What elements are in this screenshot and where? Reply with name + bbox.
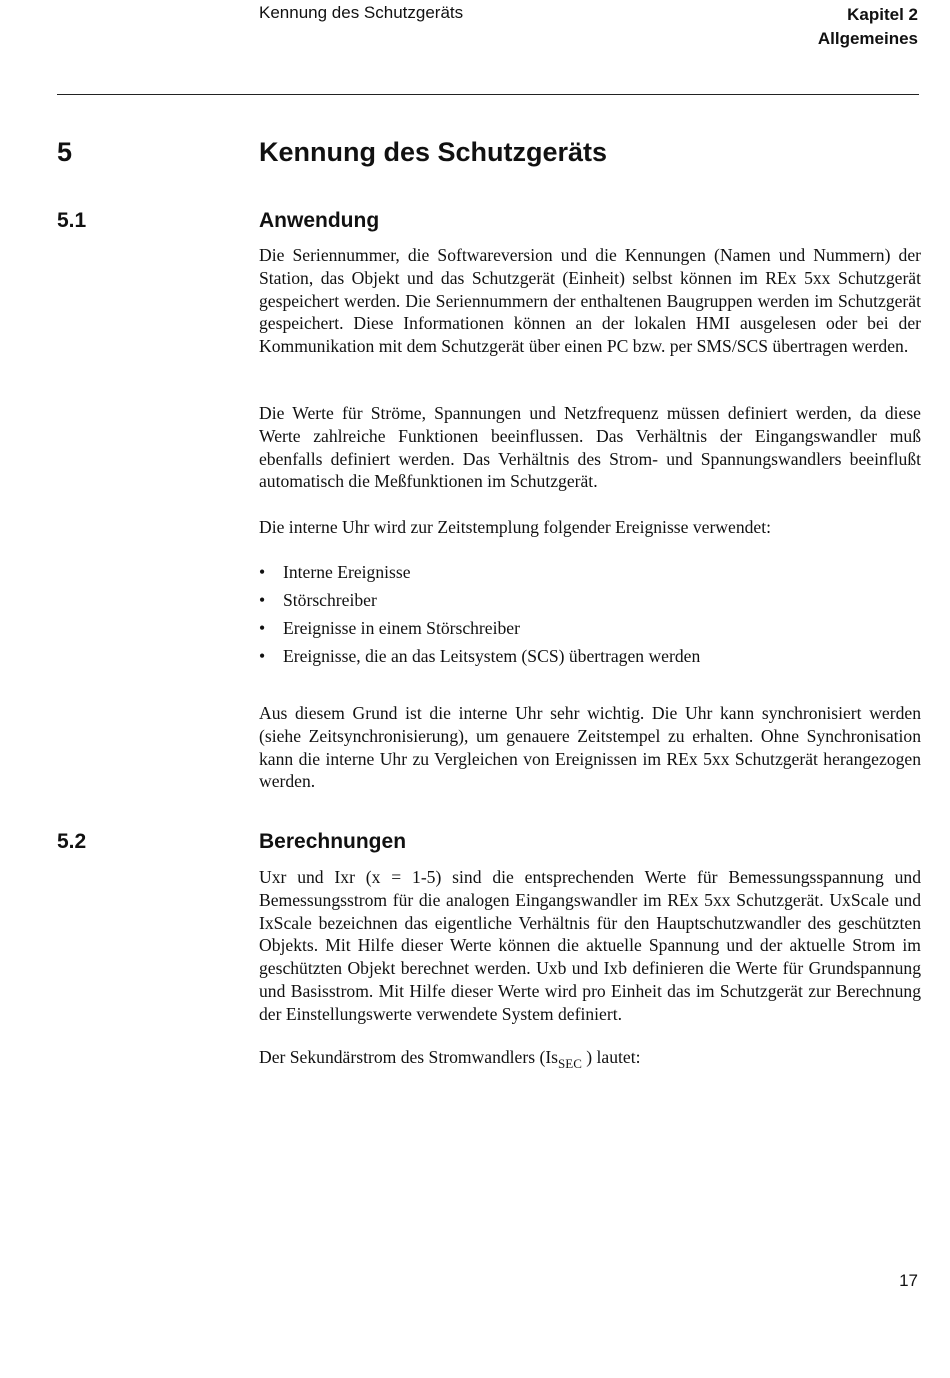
running-header-chapter bbox=[818, 3, 918, 51]
list-item-text: Störschreiber bbox=[283, 590, 377, 610]
bullet-list bbox=[259, 561, 700, 673]
subsection-title: Anwendung bbox=[259, 209, 380, 232]
formula-intro-text: Der Sekundärstrom des Stromwandlers (Is bbox=[259, 1047, 559, 1067]
section-title: Kennung des Schutzgeräts bbox=[259, 137, 608, 167]
list-item bbox=[259, 617, 700, 645]
list-item bbox=[259, 561, 700, 589]
list-item-text: Ereignisse, die an das Leitsystem (SCS) übertragen werden bbox=[283, 646, 701, 666]
subsection-title: Berechnungen bbox=[259, 830, 407, 853]
running-header-title: Kennung des Schutzgeräts bbox=[259, 3, 464, 22]
bullet-icon: • bbox=[259, 590, 266, 610]
bullet-icon: • bbox=[259, 618, 266, 638]
header-divider bbox=[57, 94, 919, 95]
subsection-number: 5.2 bbox=[57, 830, 87, 853]
bullet-icon: • bbox=[259, 646, 266, 666]
subsection-number: 5.1 bbox=[57, 209, 87, 232]
paragraph: Die Seriennummer, die Softwareversion und die Kennungen (Namen und Nummern) der Station, das Objekt und das Schutzgerät (Einheit) selbst können im REx 5xx Schutzgerät gespeichert werden. Die Seriennummern der enthaltenen Baugruppen werden im Schutzgerät gespeichert. Diese Informationen können an der lokalen HMI ausgelesen oder bei der Kommunikation mit dem Schutzgerät über einen PC bzw. per SMS/SCS übertragen werden. bbox=[259, 245, 921, 357]
list-item-text: Interne Ereignisse bbox=[283, 562, 411, 582]
formula-intro bbox=[259, 1046, 921, 1076]
list-item bbox=[259, 645, 700, 673]
list-item-text: Ereignisse in einem Störschreiber bbox=[283, 618, 520, 638]
subscript-sec: SEC bbox=[558, 1056, 582, 1071]
page-number: 17 bbox=[899, 1271, 918, 1290]
paragraph: Uxr und Ixr (x = 1-5) sind die entsprechenden Werte für Bemessungsspannung und Bemessungsstrom für die analogen Eingangswandler im REx 5xx Schutzgerät. UxScale und IxScale bezeichnen das eigentliche Verhältnis für den Hauptschutzwandler des geschützten Objekts. Mit Hilfe dieser Werte können die aktuelle Spannung und der aktuelle Strom im geschützten Objekt berechnet werden. Uxb und Ixb definieren die Werte für Grundspannung und Basisstrom. Mit Hilfe dieser Werte wird pro Einheit das im Schutzgerät zur Berechnung der Einstellungswerte verwendete System definiert. bbox=[259, 867, 921, 1024]
chapter-title: Allgemeines bbox=[817, 29, 918, 48]
section-number: 5 bbox=[57, 137, 73, 167]
paragraph: Die interne Uhr wird zur Zeitstemplung folgender Ereignisse verwendet: bbox=[259, 517, 772, 537]
bullet-icon: • bbox=[259, 562, 266, 582]
paragraph: Aus diesem Grund ist die interne Uhr sehr wichtig. Die Uhr kann synchronisiert werden (siehe Zeitsynchronisierung), um genauere Zeitstempel zu erhalten. Ohne Synchronisation kann die interne Uhr zu Vergleichen von Ereignissen im REx 5xx Schutzgerät herangezogen werden. bbox=[259, 703, 921, 792]
formula-intro-end: ) lautet: bbox=[581, 1047, 641, 1067]
chapter-label: Kapitel 2 bbox=[847, 5, 918, 24]
list-item bbox=[259, 589, 700, 617]
paragraph: Die Werte für Ströme, Spannungen und Netzfrequenz müssen definiert werden, da diese Werte zahlreiche Funktionen beeinflussen. Das Verhältnis der Eingangswandler muß ebenfalls definiert werden. Das Verhältnis des Strom- und Spannungswandlers beeinflußt automatisch die Meßfunktionen im Schutzgerät. bbox=[259, 403, 921, 492]
